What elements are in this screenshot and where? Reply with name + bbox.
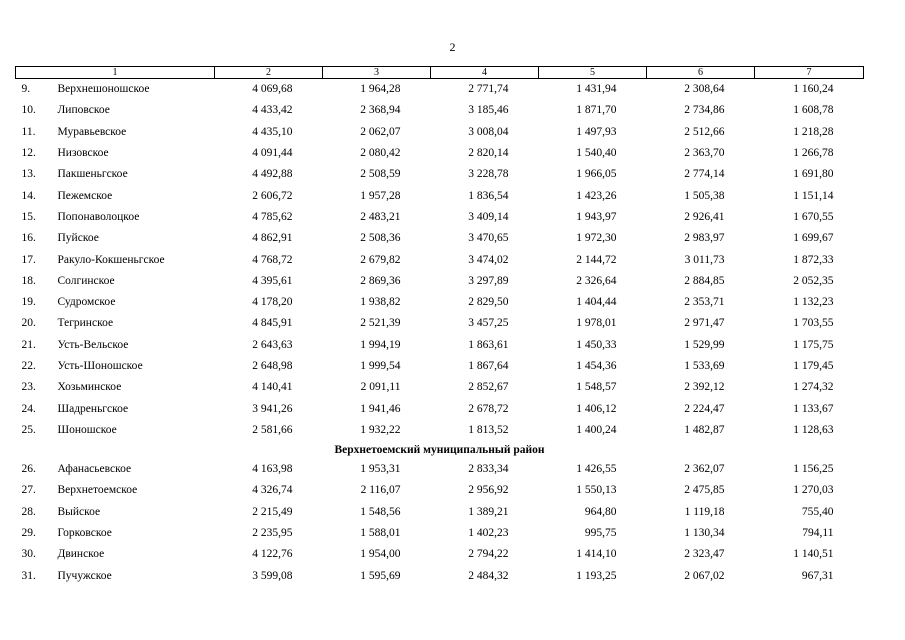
value-cell: 3 008,04 [468,125,509,138]
value-cell: 2 971,47 [684,317,725,330]
table-row [16,566,864,587]
value-cell: 755,40 [801,505,834,518]
settlement-name: Муравьевское [57,125,127,138]
value-cell: 4 069,68 [252,83,293,96]
settlement-name: Верхнешоношское [57,83,150,96]
value-cell: 3 474,02 [468,253,509,266]
value-cell: 2 648,98 [252,360,293,372]
value-cell: 2 483,21 [360,210,401,223]
value-cell: 2 091,11 [360,381,401,394]
value-cell: 2 323,47 [684,548,725,561]
value-cell: 1 426,55 [576,463,617,476]
table-row [16,143,864,164]
value-cell: 1 941,46 [360,402,401,415]
value-cell: 4 435,10 [252,125,293,138]
value-cell: 2 794,22 [468,548,509,561]
value-cell: 2 235,95 [252,527,293,540]
value-cell: 1 957,28 [360,189,401,202]
settlement-cell [16,459,215,480]
row-number: 13. [21,168,36,181]
value-cell: 2 926,41 [684,210,725,223]
value-cell: 2 362,07 [684,463,725,476]
value-cell: 1 133,67 [793,402,834,415]
value-cell: 1 431,94 [576,83,617,96]
value-cell: 2 484,32 [468,569,509,582]
value-cell: 2 820,14 [468,147,509,160]
settlement-name: Пуйское [57,232,99,245]
value-cell: 2 771,74 [468,83,509,96]
value-cell: 1 274,32 [793,381,834,394]
value-cell: 1 533,69 [684,360,725,372]
value-cell: 2 606,72 [252,189,293,202]
value-cell: 3 297,89 [468,274,509,287]
settlement-name: Горковское [57,527,112,540]
value-cell: 2 062,07 [360,125,401,138]
value-cell: 1 389,21 [468,505,509,518]
value-cell: 4 140,41 [252,381,293,394]
value-cell: 2 067,02 [684,569,725,582]
value-cell: 1 966,05 [576,168,617,181]
column-header: 7 [755,67,864,79]
value-cell: 1 699,67 [793,232,834,245]
value-cell: 1 414,10 [576,548,617,561]
value-cell: 1 175,75 [793,338,834,351]
value-cell: 1 938,82 [360,296,401,309]
value-cell: 1 529,99 [684,338,725,351]
row-number: 30. [21,548,36,561]
value-cell: 1 400,24 [576,423,617,436]
value-cell: 1 156,25 [793,463,834,476]
row-number: 10. [21,104,36,117]
page-number: 2 [449,40,456,54]
value-cell: 2 774,14 [684,168,725,181]
settlement-name: Пакшеньгское [57,168,128,181]
table-row [16,271,864,292]
row-number: 18. [21,274,36,287]
settlement-name: Солгинское [57,274,115,287]
value-cell: 2 852,67 [468,381,509,394]
settlement-cell [16,292,215,313]
value-cell: 1 964,28 [360,83,401,96]
settlement-name: Хозьминское [57,381,122,394]
column-header: 4 [431,67,539,79]
value-cell: 1 813,52 [468,423,509,436]
value-cell: 2 983,97 [684,232,725,245]
table-row [16,292,864,313]
value-cell: 2 643,63 [252,338,293,351]
value-cell: 1 670,55 [793,210,834,223]
column-header: 5 [539,67,647,79]
settlement-cell [16,185,215,206]
settlement-cell [16,420,215,441]
value-cell: 2 521,39 [360,317,401,330]
value-cell: 1 550,13 [576,484,617,497]
value-cell: 1 871,70 [576,104,617,117]
value-cell: 2 353,71 [684,296,725,309]
value-cell: 2 326,64 [576,274,617,287]
table-row [16,79,864,101]
value-cell: 1 932,22 [360,423,401,436]
value-cell: 2 884,85 [684,274,725,287]
settlement-cell [16,502,215,523]
value-cell: 1 999,54 [360,360,401,372]
table-row [16,356,864,377]
value-cell: 2 144,72 [576,253,617,266]
row-number: 28. [21,505,36,518]
value-cell: 1 867,64 [468,360,509,372]
row-number: 11. [21,125,36,138]
value-cell: 1 406,12 [576,402,617,415]
value-cell: 4 433,42 [252,104,293,117]
settlement-cell [16,100,215,121]
settlement-name: Пучужское [57,569,112,582]
row-number: 26. [21,463,36,476]
table-row [16,523,864,544]
settlement-cell [16,143,215,164]
value-cell: 4 122,76 [252,548,293,561]
value-cell: 1 872,33 [793,253,834,266]
settlement-cell [16,164,215,185]
table-row [16,249,864,270]
settlement-name: Судромское [57,296,116,309]
settlement-name: Низовское [57,147,109,160]
settlement-cell [16,122,215,143]
value-cell: 2 308,64 [684,83,725,96]
value-cell: 1 953,31 [360,463,401,476]
value-cell: 1 548,56 [360,505,401,518]
value-cell: 1 119,18 [684,505,725,518]
settlement-name: Усть-Шоношское [57,360,143,372]
column-number-header [16,67,864,79]
value-cell: 2 052,35 [793,274,834,287]
value-cell: 1 497,93 [576,125,617,138]
value-cell: 4 326,74 [252,484,293,497]
settlement-cell [16,566,215,587]
settlement-name: Попонаволоцкое [57,210,140,223]
value-cell: 1 151,14 [793,189,834,202]
value-cell: 3 011,73 [684,253,725,266]
value-cell: 1 994,19 [360,338,401,351]
row-number: 20. [21,317,36,330]
section-title: Верхнетоемский муниципальный район [334,443,545,456]
section-header-row [16,441,864,459]
row-number: 14. [21,189,36,202]
row-number: 31. [21,569,36,582]
row-number: 22. [21,360,36,372]
value-cell: 2 829,50 [468,296,509,309]
value-cell: 4 492,88 [252,168,293,181]
settlement-cell [16,356,215,377]
value-cell: 1 266,78 [793,147,834,160]
row-number: 23. [21,381,36,394]
value-cell: 1 505,38 [684,189,725,202]
table-row [16,420,864,441]
value-cell: 1 588,01 [360,527,401,540]
value-cell: 1 130,34 [684,527,725,540]
settlement-cell [16,480,215,501]
value-cell: 967,31 [801,569,834,582]
settlement-name: Ракуло-Кокшеньгское [57,253,165,266]
value-cell: 3 599,08 [252,569,293,582]
value-cell: 1 540,40 [576,147,617,160]
settlement-cell [16,544,215,565]
value-cell: 1 132,23 [793,296,834,309]
settlement-name: Тегринское [57,317,114,330]
value-cell: 4 178,20 [252,296,293,309]
value-cell: 2 833,34 [468,463,509,476]
settlement-cell [16,523,215,544]
table-row [16,459,864,480]
value-cell: 2 392,12 [684,381,725,394]
table-row [16,335,864,356]
table-row [16,544,864,565]
value-cell: 2 080,42 [360,147,401,160]
settlement-name: Двинское [57,548,105,561]
value-cell: 3 409,14 [468,210,509,223]
column-header: 2 [215,67,323,79]
value-cell: 1 179,45 [793,360,834,372]
row-number: 9. [21,83,31,96]
value-cell: 1 943,97 [576,210,617,223]
settlement-cell [16,249,215,270]
table-row [16,164,864,185]
value-cell: 2 956,92 [468,484,509,497]
value-cell: 1 193,25 [576,569,617,582]
value-cell: 3 470,65 [468,232,509,245]
settlement-name: Шадреньгское [57,402,129,415]
settlement-name: Афанасьевское [57,463,132,476]
row-number: 15. [21,210,36,223]
settlement-cell [16,271,215,292]
table-row [16,502,864,523]
value-cell: 1 548,57 [576,381,617,394]
table-row [16,185,864,206]
value-cell: 2 869,36 [360,274,401,287]
value-cell: 2 224,47 [684,402,725,415]
table-row [16,313,864,334]
value-cell: 2 512,66 [684,125,725,138]
value-cell: 1 140,51 [793,548,834,561]
value-cell: 1 450,33 [576,338,617,351]
settlement-cell [16,377,215,398]
value-cell: 4 163,98 [252,463,293,476]
data-table [15,66,864,587]
value-cell: 1 608,78 [793,104,834,117]
value-cell: 4 785,62 [252,210,293,223]
value-cell: 2 678,72 [468,402,509,415]
settlement-name: Выйское [57,505,101,518]
value-cell: 4 395,61 [252,274,293,287]
value-cell: 1 691,80 [793,168,834,181]
value-cell: 3 185,46 [468,104,509,117]
settlement-cell [16,79,215,101]
row-number: 24. [21,402,36,415]
table-row [16,100,864,121]
value-cell: 2 475,85 [684,484,725,497]
value-cell: 3 228,78 [468,168,509,181]
value-cell: 1 454,36 [576,360,617,372]
value-cell: 1 404,44 [576,296,617,309]
value-cell: 2 368,94 [360,104,401,117]
value-cell: 2 734,86 [684,104,725,117]
value-cell: 2 215,49 [252,505,293,518]
value-cell: 995,75 [584,527,617,540]
settlement-cell [16,228,215,249]
column-header: 6 [647,67,755,79]
value-cell: 2 363,70 [684,147,725,160]
value-cell: 794,11 [802,527,834,540]
table-row [16,207,864,228]
value-cell: 4 091,44 [252,147,293,160]
settlement-cell [16,207,215,228]
settlement-name: Верхнетоемское [57,484,138,497]
row-number: 29. [21,527,36,540]
value-cell: 1 402,23 [468,527,509,540]
value-cell: 1 972,30 [576,232,617,245]
column-header: 1 [16,67,215,79]
value-cell: 2 508,36 [360,232,401,245]
row-number: 25. [21,423,36,436]
table-row [16,480,864,501]
row-number: 16. [21,232,36,245]
row-number: 27. [21,484,36,497]
value-cell: 1 218,28 [793,125,834,138]
value-cell: 1 160,24 [793,83,834,96]
value-cell: 1 595,69 [360,569,401,582]
value-cell: 4 862,91 [252,232,293,245]
table-row [16,398,864,419]
settlement-name: Липовское [57,104,110,117]
value-cell: 4 845,91 [252,317,293,330]
row-number: 19. [21,296,36,309]
value-cell: 1 128,63 [793,423,834,436]
value-cell: 2 116,07 [360,484,401,497]
row-number: 17. [21,253,36,266]
value-cell: 1 270,03 [793,484,834,497]
table-row [16,122,864,143]
value-cell: 1 978,01 [576,317,617,330]
value-cell: 3 941,26 [252,402,293,415]
settlement-name: Шоношское [57,423,117,436]
value-cell: 2 581,66 [252,423,293,436]
value-cell: 1 423,26 [576,189,617,202]
column-header: 3 [323,67,431,79]
table-row [16,377,864,398]
value-cell: 1 863,61 [468,338,509,351]
value-cell: 1 703,55 [793,317,834,330]
settlement-name: Усть-Вельское [57,338,129,351]
value-cell: 1 836,54 [468,189,509,202]
settlement-name: Пежемское [57,189,113,202]
value-cell: 4 768,72 [252,253,293,266]
value-cell: 1 482,87 [684,423,725,436]
settlement-cell [16,335,215,356]
value-cell: 1 954,00 [360,548,401,561]
value-cell: 2 508,59 [360,168,401,181]
value-cell: 2 679,82 [360,253,401,266]
row-number: 12. [21,147,36,160]
value-cell: 3 457,25 [468,317,509,330]
settlement-cell [16,313,215,334]
row-number: 21. [21,338,36,351]
value-cell: 964,80 [584,505,617,518]
table-row [16,228,864,249]
settlement-cell [16,398,215,419]
